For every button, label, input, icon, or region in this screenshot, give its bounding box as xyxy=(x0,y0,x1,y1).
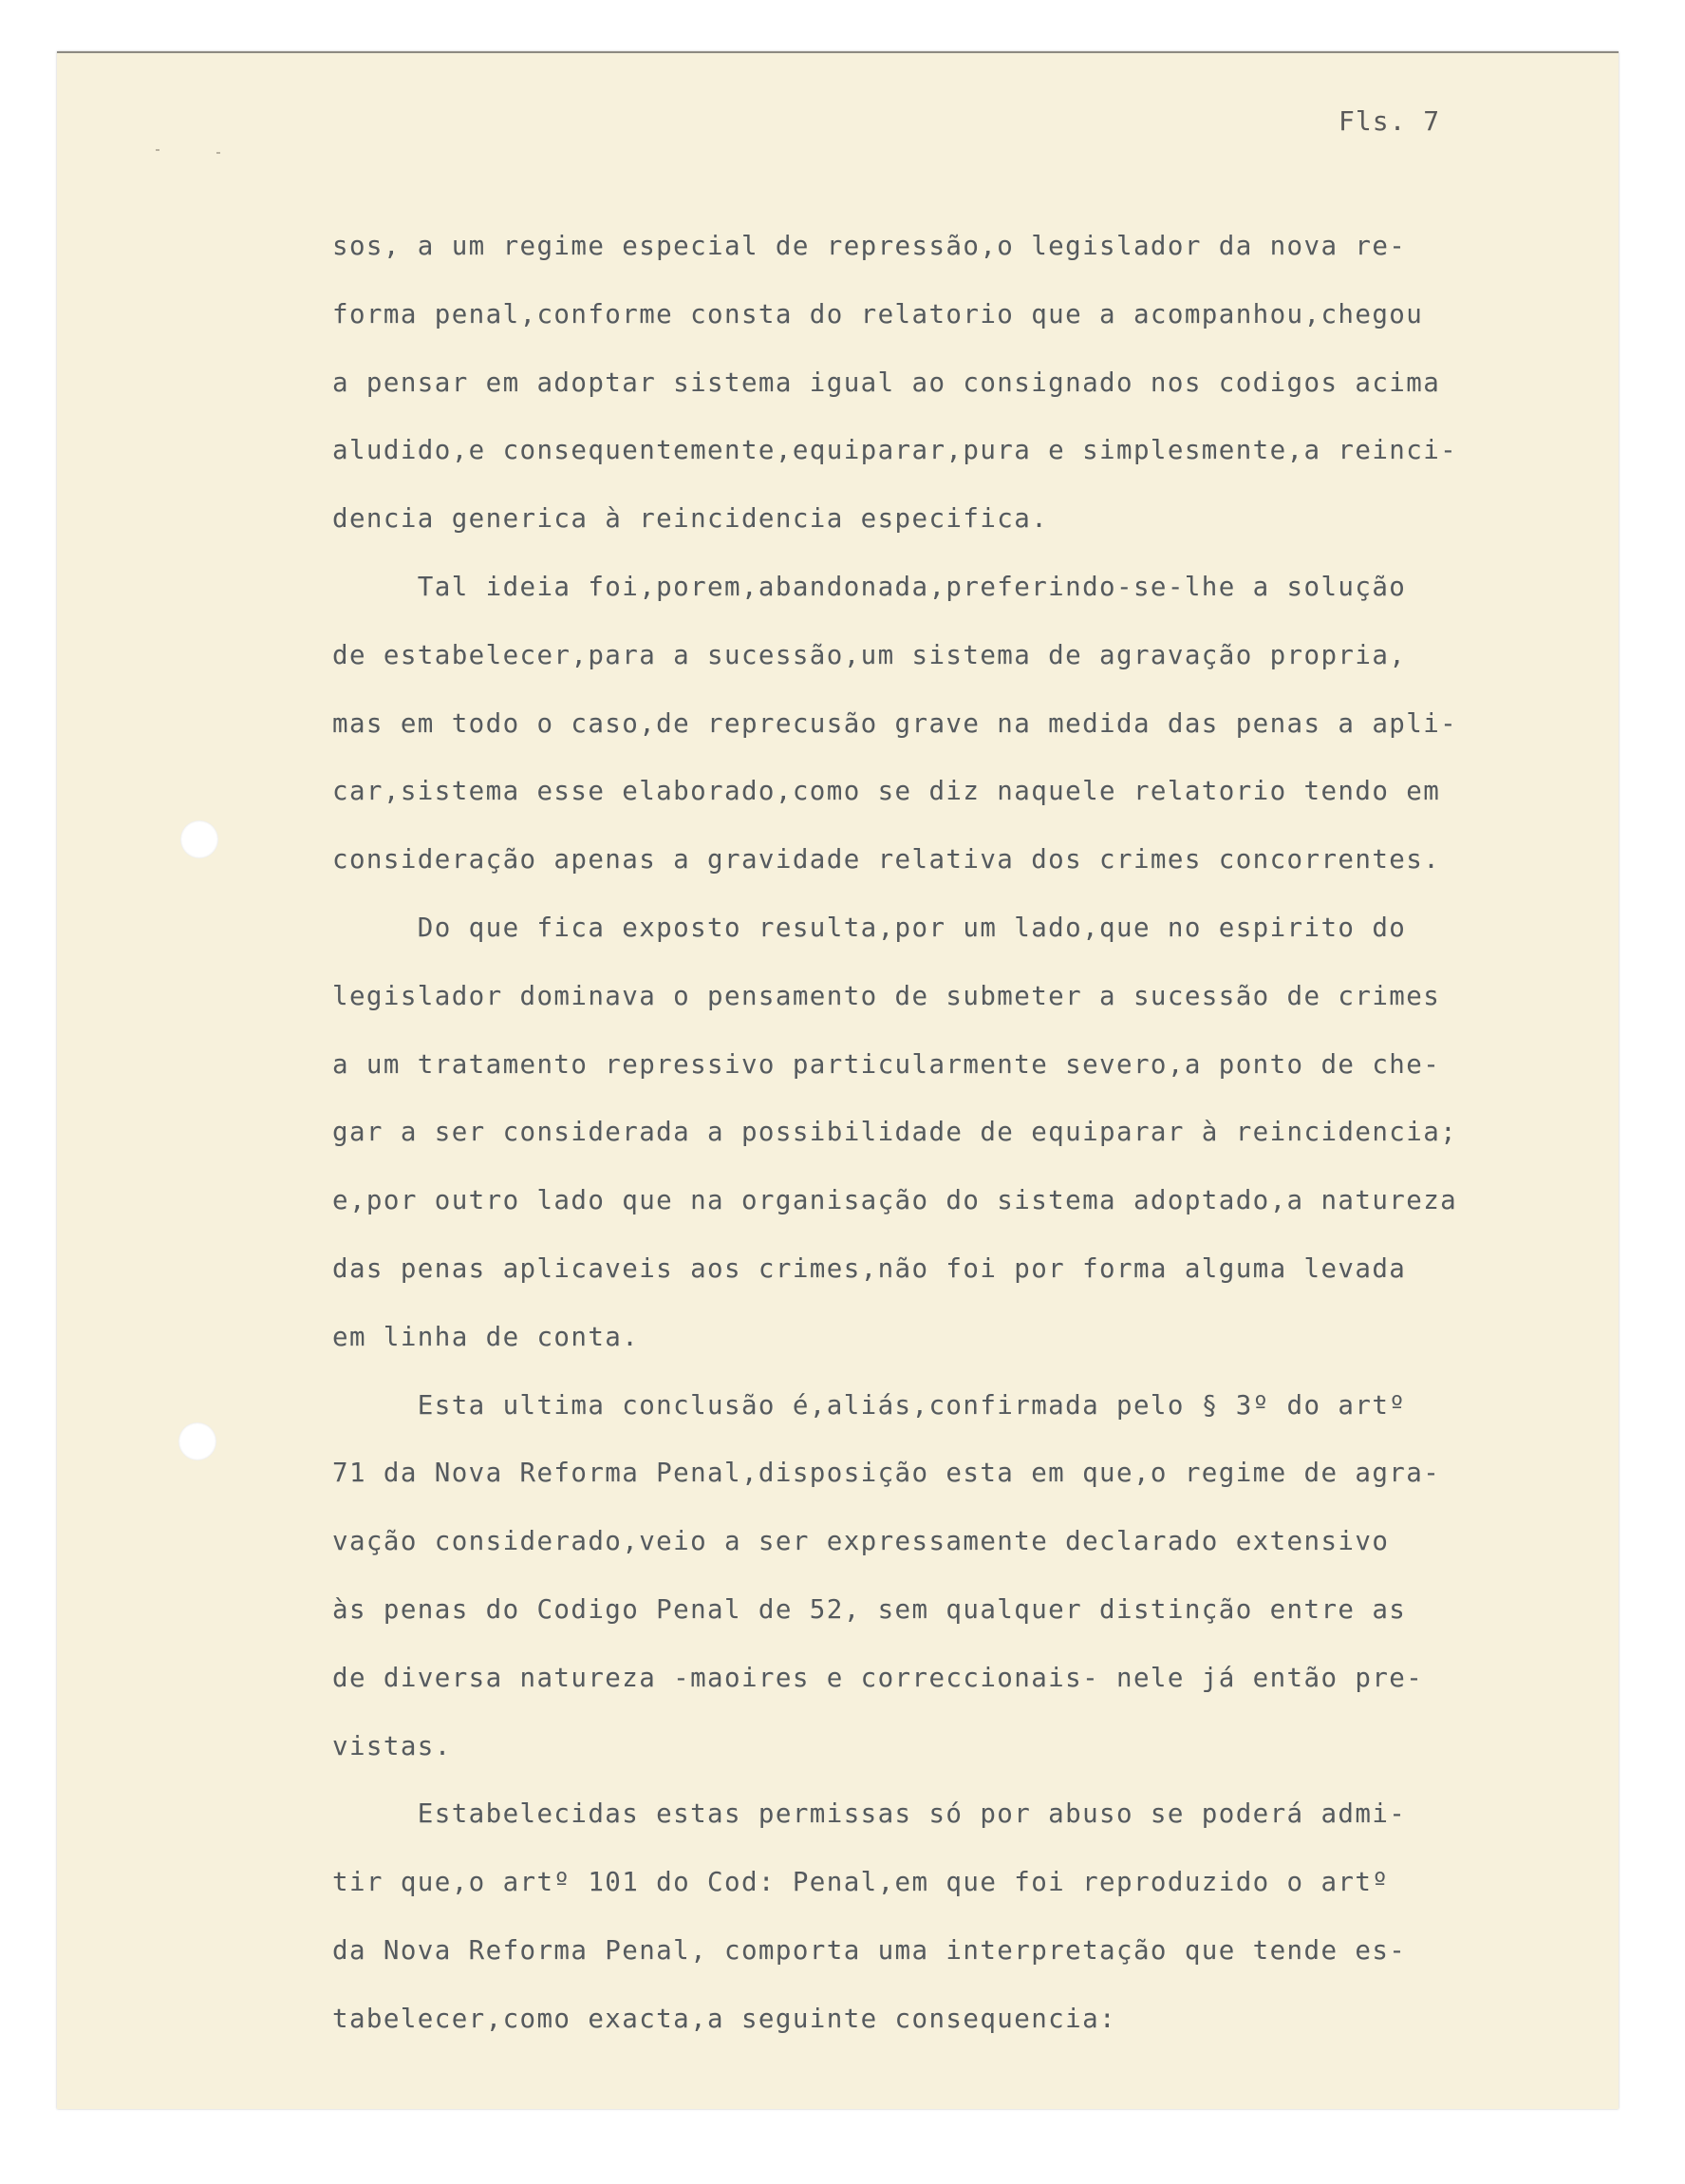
text-line: aludido,e consequentemente,equiparar,pura e simplesmente,a reinci- xyxy=(332,435,1458,466)
punch-hole xyxy=(178,1422,216,1460)
text-line: Tal ideia foi,porem,abandonada,preferindo-se-lhe a solução xyxy=(332,571,1407,602)
text-line: tabelecer,como exacta,a seguinte consequencia: xyxy=(332,2003,1116,2034)
document-page xyxy=(57,51,1619,2109)
text-line: forma penal,conforme consta do relatorio que a acompanhou,chegou xyxy=(332,298,1424,329)
text-line: car,sistema esse elaborado,como se diz naquele relatorio tendo em xyxy=(332,776,1441,807)
text-line: Do que fica exposto resulta,por um lado,que no espirito do xyxy=(332,912,1407,943)
text-line: de estabelecer,para a sucessão,um sistema de agravação propria, xyxy=(332,639,1407,670)
text-line: tir que,o artº 101 do Cod: Penal,em que foi reproduzido o artº xyxy=(332,1867,1390,1898)
text-line: Esta ultima conclusão é,aliás,confirmada pelo § 3º do artº xyxy=(332,1389,1407,1421)
text-line: mas em todo o caso,de reprecusão grave na medida das penas a apli- xyxy=(332,707,1458,739)
text-line: sos, a um regime especial de repressão,o legislador da nova re- xyxy=(332,231,1407,261)
text-line: vistas. xyxy=(332,1730,452,1761)
text-line: consideração apenas a gravidade relativa dos crimes concorrentes. xyxy=(332,844,1441,875)
body-text xyxy=(332,213,1604,2054)
text-line: a pensar em adoptar sistema igual ao consignado nos codigos acima xyxy=(332,367,1441,398)
ink-speck xyxy=(216,152,220,154)
text-line: 71 da Nova Reforma Penal,disposição esta em que,o regime de agra- xyxy=(332,1458,1441,1489)
text-line: às penas do Codigo Penal de 52, sem qualquer distinção entre as xyxy=(332,1593,1407,1625)
text-line: das penas aplicaveis aos crimes,não foi por forma alguma levada xyxy=(332,1252,1407,1284)
text-line: vação considerado,veio a ser expressamente declarado extensivo xyxy=(332,1526,1390,1557)
punch-hole xyxy=(180,820,218,858)
text-line: a um tratamento repressivo particularmente severo,a ponto de che- xyxy=(332,1048,1441,1080)
text-line: de diversa natureza -maoires e correccionais- nele já então pre- xyxy=(332,1662,1424,1693)
text-line: da Nova Reforma Penal, comporta uma interpretação que tende es- xyxy=(332,1934,1407,1966)
text-line: legislador dominava o pensamento de submeter a sucessão de crimes xyxy=(332,980,1441,1011)
ink-speck xyxy=(156,149,159,151)
text-line: gar a ser considerada a possibilidade de equiparar à reincidencia; xyxy=(332,1117,1458,1148)
text-line: em linha de conta. xyxy=(332,1321,640,1352)
text-line: Estabelecidas estas permissas só por abuso se poderá admi- xyxy=(332,1798,1407,1830)
page-number: Fls. 7 xyxy=(1339,105,1441,137)
text-line: dencia generica à reincidencia especifica. xyxy=(332,503,1049,535)
text-line: e,por outro lado que na organisação do sistema adoptado,a natureza xyxy=(332,1185,1458,1216)
